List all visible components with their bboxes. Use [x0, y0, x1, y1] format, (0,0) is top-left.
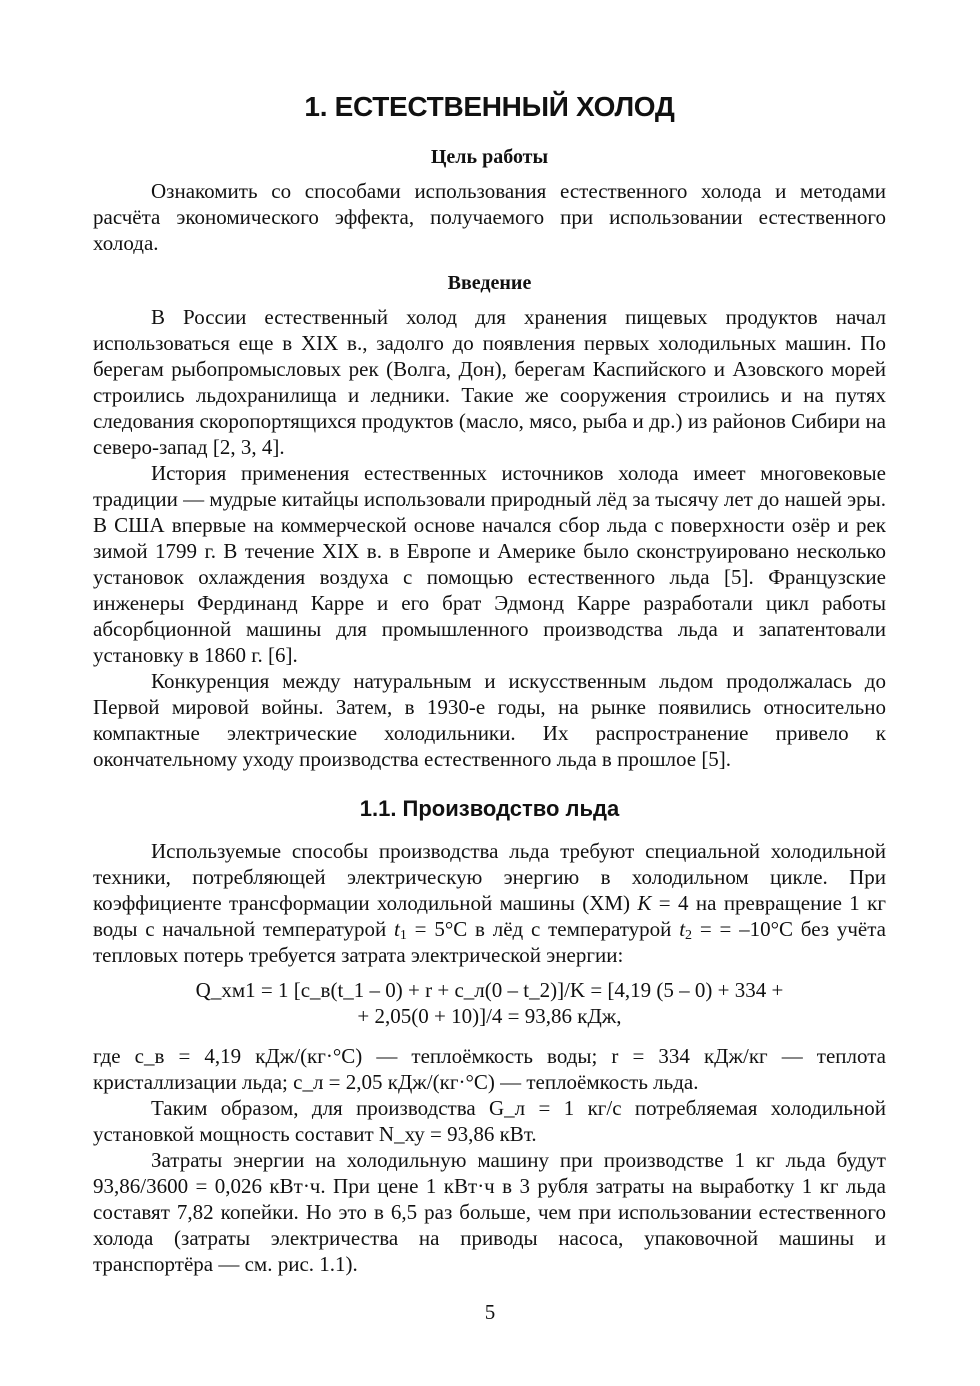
intro-paragraph-1: В России естественный холод для хранения пищевых продуктов начал использоваться еще в XIX в., задолго до появления первых холодильных машин. По берегам рыбопромысловых рек (Волга, Дон), берегам Каспийского и Азовского морей строились льдохранилища и ледники. Такие же сооружения строились и на путях следования скоропортящихся продуктов (масло, мясо, рыба и др.) из районов Сибири на северо-запад [2, 3, 4].	[93, 305, 886, 459]
chapter-title: 1. ЕСТЕСТВЕННЫЙ ХОЛОД	[304, 91, 675, 122]
section-paragraph-3: Таким образом, для производства G_л = 1 кг/с потребляемая холодильной установкой мощность составит N_ху = 93,86 кВт.	[93, 1096, 886, 1146]
intro-paragraph-3: Конкуренция между натуральным и искусственным льдом продолжалась до Первой мировой войны. Затем, в 1930-е годы, на рынке появились относительно компактные электрические холодильники. Их распространение привело к окончательному уходу производства естественного льда в прошлое [5].	[93, 669, 886, 771]
purpose-heading: Цель работы	[430, 146, 549, 168]
purpose-text: Ознакомить со способами использования естественного холода и методами расчёта экономического эффекта, получаемого при использовании естественного холода.	[93, 179, 886, 255]
formula-line-2: + 2,05(0 + 10)]/4 = 93,86 кДж,	[357, 1004, 622, 1028]
page-number: 5	[484, 1300, 496, 1324]
section-paragraph-4: Затраты энергии на холодильную машину при производстве 1 кг льда будут 93,86/3600 = 0,026 кВт·ч. При цене 1 кВт·ч в 3 рубля затраты на выработку 1 кг льда составят 7,82 копейки. Но это в 6,5 раз больше, чем при использовании естественного холода (затраты электричества на приводы насоса, упаковочной машины и транспортёра — см. рис. 1.1).	[93, 1148, 886, 1276]
section-paragraph-1: Используемые способы производства льда требуют специальной холодильной техники, потребляющей электрическую энергию в холодильном цикле. При коэффициенте трансформации холодильной машины (ХМ) К = 4 на превращение 1 кг воды с начальной температурой $t_1 = 5^\circ С$ в лёд с температурой $t_2$ = = –10°С без учёта тепловых потерь требуется затрата электрической энергии:	[93, 839, 887, 967]
document-page	[93, 88, 886, 1277]
section-paragraph-2: где c_в = 4,19 кДж/(кг·°С) — теплоёмкость воды; r = 334 кДж/кг — теплота кристаллизации льда; c_л = 2,05 кДж/(кг·°С) — теплоёмкость льда.	[93, 1044, 886, 1094]
energy-formula	[93, 977, 886, 1029]
section-title: 1.1. Производство льда	[359, 796, 620, 821]
intro-heading: Введение	[447, 272, 532, 294]
formula-line-1: Q_хм1 = 1 [c_в(t_1 – 0) + r + c_л(0 – t_2)]/K = [4,19 (5 – 0) + 334 +	[195, 978, 784, 1002]
intro-paragraph-2: История применения естественных источников холода имеет многовековые традиции — мудрые китайцы использовали природный лёд за тысячу лет до нашей эры. В США впервые на коммерческой основе начался сбор льда с поверхности озёр и рек зимой 1799 г. В течение XIX в. в Европе и Америке было сконструировано несколько установок охлаждения воздуха с помощью естественного льда [5]. Французские инженеры Фердинанд Карре и его брат Эдмонд Карре разработали цикл работы абсорбционной машины для промышленного производства льда и запатентовали установку в 1860 г. [6].	[93, 461, 886, 667]
